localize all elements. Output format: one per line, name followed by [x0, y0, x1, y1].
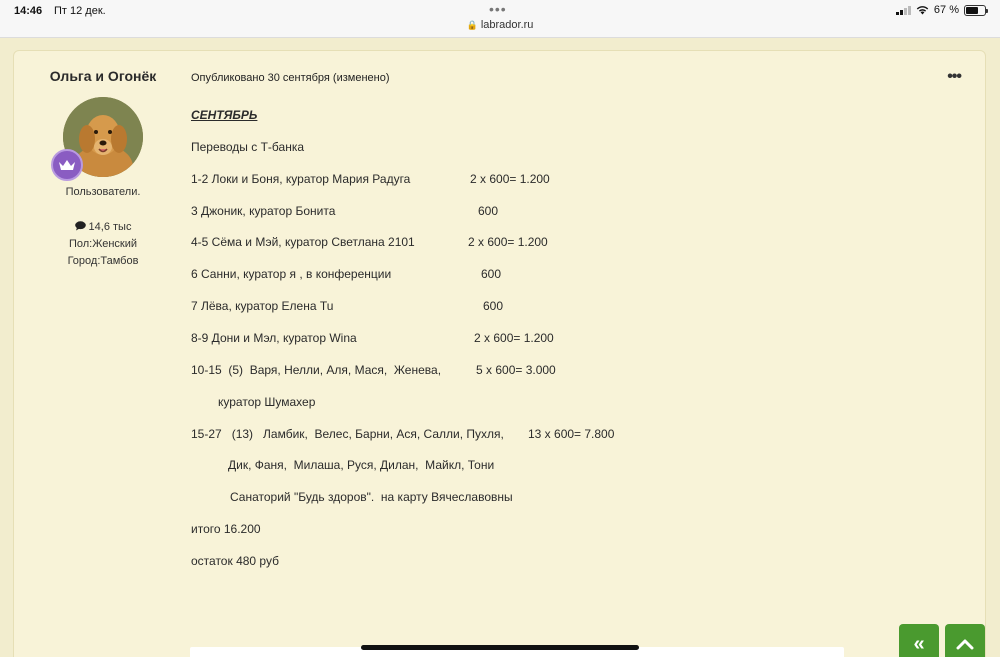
scroll-to-top-button[interactable]: [945, 624, 985, 657]
body-line: 3 Джоник, куратор Бонита: [191, 204, 336, 218]
battery-percent: 67 %: [933, 4, 959, 16]
status-time: 14:46: [14, 5, 43, 17]
body-line: куратор Шумахер: [218, 395, 316, 409]
body-amount: 2 х 600= 1.200: [468, 235, 548, 249]
crown-badge-icon: [51, 149, 83, 181]
body-amount: 600: [478, 204, 499, 218]
body-amount: 2 х 600= 1.200: [474, 331, 554, 345]
body-line: Переводы с Т-банка: [191, 140, 305, 154]
browser-menu-dots-icon[interactable]: •••: [489, 1, 507, 17]
battery-icon: [964, 5, 986, 16]
author-messages: [14, 219, 192, 236]
avatar-wrap: [63, 97, 143, 177]
body-line: Дик, Фаня, Милаша, Руся, Дилан, Майкл, Тони: [228, 458, 495, 472]
wifi-icon: [916, 5, 929, 15]
author-stats: [14, 219, 192, 270]
body-line: 15-27 (13) Ламбик, Велес, Барни, Ася, Салли, Пухля,: [191, 427, 504, 441]
author-name[interactable]: Ольга и Огонёк: [49, 68, 157, 84]
body-line: 1-2 Локи и Боня, куратор Мария Радуга: [191, 172, 411, 186]
comment-icon: [75, 221, 86, 231]
more-options-icon[interactable]: •••: [947, 68, 961, 85]
address-bar[interactable]: [0, 19, 1000, 31]
double-chevron-left-icon: «: [913, 632, 925, 655]
body-line: итого 16.200: [191, 522, 261, 536]
status-indicators: [896, 4, 986, 16]
body-amount: 2 х 600= 1.200: [470, 172, 550, 186]
back-to-previous-button[interactable]: [899, 624, 939, 657]
body-amount: 600: [481, 267, 502, 281]
status-date: Пт 12 дек.: [54, 5, 106, 17]
body-line: 7 Лёва, куратор Елена Tu: [191, 299, 334, 313]
author-panel: [14, 51, 192, 270]
author-group: Пользователи.: [65, 186, 141, 198]
body-line: 6 Санни, куратор я , в конференции: [191, 267, 392, 281]
body-amount: 13 х 600= 7.800: [528, 427, 615, 441]
month-heading: СЕНТЯБРЬ: [191, 108, 258, 122]
chevron-up-icon: [956, 638, 974, 650]
home-indicator[interactable]: [361, 645, 639, 650]
post-meta[interactable]: Опубликовано 30 сентября (изменено): [191, 72, 390, 84]
lock-icon: 🔒: [466, 20, 478, 30]
body-line: остаток 480 руб: [191, 554, 279, 568]
author-gender: Пол:Женский: [68, 238, 138, 250]
body-line: 4-5 Сёма и Мэй, куратор Светлана 2101: [191, 235, 415, 249]
messages-count: 14,6 тыс: [88, 221, 132, 233]
status-bar: [0, 0, 1000, 38]
address-url: labrador.ru: [480, 19, 534, 31]
body-line: Санаторий "Будь здоров". на карту Вячеславовны: [230, 490, 513, 504]
body-line: 10-15 (5) Варя, Нелли, Аля, Мася, Женева,: [191, 363, 442, 377]
forum-post: [13, 50, 986, 657]
signal-icon: [896, 5, 911, 15]
author-city: Город:Тамбов: [67, 255, 139, 267]
body-amount: 600: [483, 299, 504, 313]
body-amount: 5 х 600= 3.000: [476, 363, 556, 377]
body-line: 8-9 Дони и Мэл, куратор Wina: [191, 331, 357, 345]
